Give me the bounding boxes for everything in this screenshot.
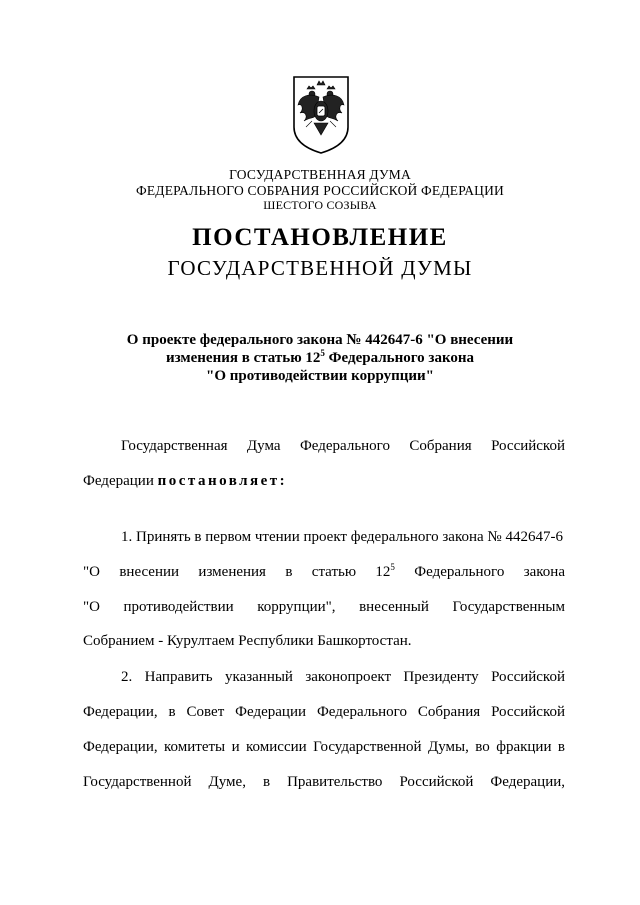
p2-line-1: 2. Направить указанный законопроект Президенту Российской	[121, 669, 565, 685]
document-title: ПОСТАНОВЛЕНИЕ	[192, 224, 448, 251]
p1-line-1: 1. Принять в первом чтении проект федерального закона № 442647-6	[121, 529, 563, 545]
p2-line-2: Федерации, в Совет Федерации Федерального Собрания Российской	[83, 704, 565, 720]
p1-line-2: "О внесении изменения в статью $12^5$ Федерального закона	[83, 562, 565, 580]
p2-line-3: Федерации, комитеты и комиссии Государственной Думы, во фракции в	[83, 739, 565, 755]
org-name-line-1: ГОСУДАРСТВЕННАЯ ДУМА	[229, 167, 411, 182]
document-subtitle: ГОСУДАРСТВЕННОЙ ДУМЫ	[167, 256, 473, 280]
resolution-verb: постановляет:	[157, 473, 288, 489]
subject-line-3: "О противодействии коррупции"	[206, 368, 434, 384]
coat-of-arms-icon	[290, 75, 352, 155]
p1-line-3: "О противодействии коррупции", внесенный Государственным	[83, 599, 565, 615]
convocation-line: ШЕСТОГО СОЗЫВА	[263, 198, 377, 212]
subject-line-2: изменения в статью $12^5$ Федерального закона	[165, 348, 475, 366]
intro-line-1: Государственная Дума Федерального Собрания Российской	[121, 438, 565, 454]
org-name-line-2: ФЕДЕРАЛЬНОГО СОБРАНИЯ РОССИЙСКОЙ ФЕДЕРАЦИИ	[136, 183, 504, 198]
intro-line-2: Федерации постановляет:	[83, 473, 288, 489]
subject-line-1: О проекте федерального закона № 442647-6 "О внесении	[126, 332, 514, 348]
p1-line-4: Собранием - Курултаем Республики Башкортостан.	[83, 633, 412, 649]
p2-line-4: Государственной Думе, в Правительство Российской Федерации,	[83, 774, 565, 790]
